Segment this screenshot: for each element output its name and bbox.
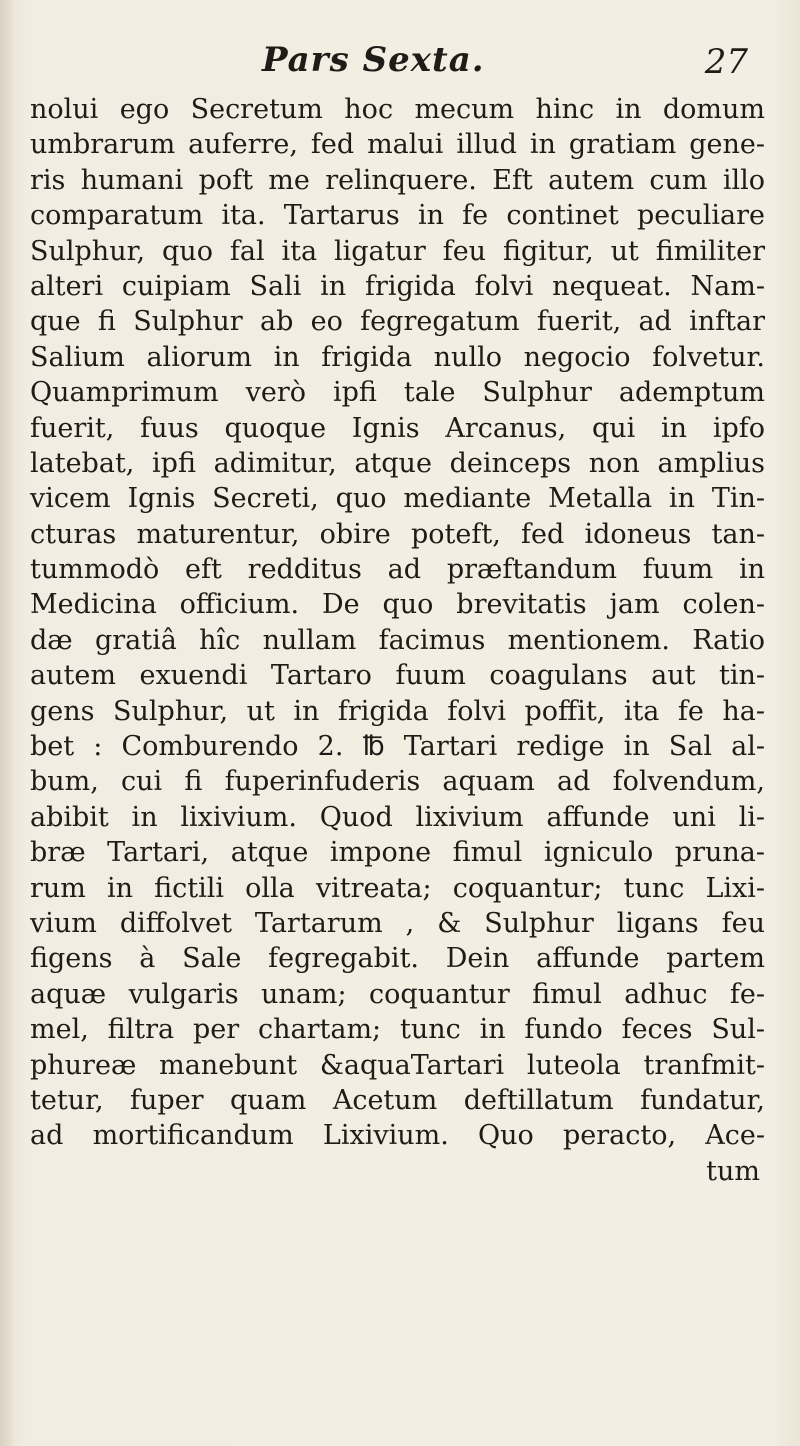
running-head — [0, 40, 800, 88]
text-line: Sulphur, quo fal ita ligatur feu figitur, ut fimiliter — [30, 235, 765, 267]
text-line: gens Sulphur, ut in frigida folvi poffit, ita fe ha- — [30, 695, 765, 727]
text-line: umbrarum auferre, fed malui illud in gratiam gene- — [30, 129, 765, 161]
text-line: bræ Tartari, atque impone fimul igniculo pruna- — [30, 837, 765, 869]
text-line: tummodò eft redditus ad præftandum fuum in — [30, 554, 765, 586]
gutter-shadow — [0, 0, 14, 1446]
text-line: fuerit, fuus quoque Ignis Arcanus, qui in ipfo — [30, 412, 765, 444]
text-line: ad mortificandum Lixivium. Quo peracto, Ace- — [30, 1120, 765, 1152]
text-line: tetur, fuper quam Acetum deftillatum fundatur, — [30, 1084, 765, 1116]
text-line: vium diffolvet Tartarum , & Sulphur ligans feu — [30, 907, 765, 939]
text-line: comparatum ita. Tartarus in fe continet peculiare — [30, 200, 765, 232]
page-number: 27 — [704, 42, 748, 82]
running-title: Pars Sexta. — [262, 40, 485, 80]
text-line: ris humani poft me relinquere. Eft autem cum illo — [30, 164, 765, 196]
text-line: mel, filtra per chartam; tunc in fundo feces Sul- — [30, 1014, 765, 1046]
text-line: dæ gratiâ hîc nullam facimus mentionem. Ratio — [30, 624, 765, 656]
text-line: bum, cui fi fuperinfuderis aquam ad folvendum, — [30, 766, 765, 798]
text-line: que fi Sulphur ab eo fegregatum fuerit, ad inftar — [30, 306, 765, 338]
text-line: nolui ego Secretum hoc mecum hinc in domum — [30, 94, 765, 125]
text-line: alteri cuipiam Sali in frigida folvi nequeat. Nam- — [30, 270, 765, 302]
text-line: abibit in lixivium. Quod lixivium affunde uni li- — [30, 801, 765, 833]
text-line: Salium aliorum in frigida nullo negocio folvetur. — [30, 341, 765, 373]
text-line: vicem Ignis Secreti, quo mediante Metalla in Tin- — [30, 483, 765, 515]
text-line: latebat, ipfi adimitur, atque deinceps non amplius — [30, 447, 765, 479]
catchword: tum — [706, 1155, 760, 1187]
text-line: bet : Comburendo 2. ℔ Tartari redige in Sal al- — [30, 731, 765, 763]
text-line: cturas maturentur, obire poteft, fed idoneus tan- — [30, 518, 765, 550]
text-line: rum in fictili olla vitreata; coquantur; tunc Lixi- — [30, 872, 765, 904]
text-line: Medicina officium. De quo brevitatis jam colen- — [30, 589, 765, 621]
body-text — [30, 92, 765, 1189]
text-line: aquæ vulgaris unam; coquantur fimul adhuc fe- — [30, 978, 765, 1010]
text-line: figens à Sale fegregabit. Dein affunde partem — [30, 943, 765, 975]
text-line: autem exuendi Tartaro fuum coagulans aut tin- — [30, 660, 765, 692]
text-line: Quamprimum verò ipfi tale Sulphur ademptum — [30, 377, 765, 409]
text-line: phureæ manebunt &aquaTartari luteola tranfmit- — [30, 1049, 765, 1081]
